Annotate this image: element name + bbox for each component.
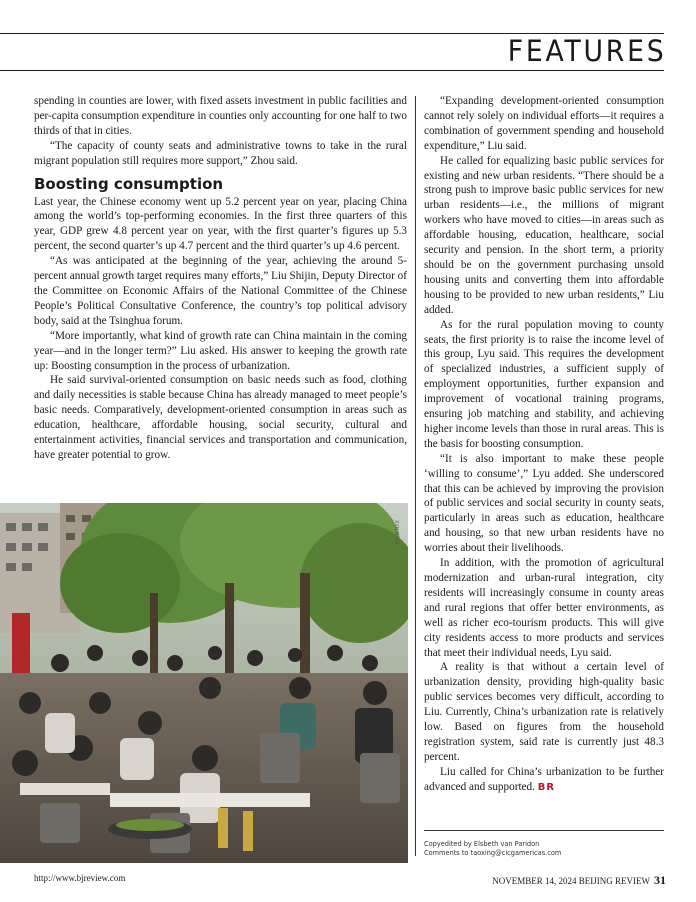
copyedit-note xyxy=(424,840,664,858)
section-label: FEATURES xyxy=(507,34,666,68)
paragraph: In addition, with the promotion of agricultural modernization and urban-rural integration, city residents will increasingly consume in county areas and rural regions that offer better environments, as well as richer eco-tourism products. This will give city residents access to more products and services that meet their individual needs, Lyu said. xyxy=(424,557,664,659)
issue-text: NOVEMBER 14, 2024 BEIJING REVIEW xyxy=(492,876,650,886)
column-divider xyxy=(415,96,416,856)
paragraph: He said survival-oriented consumption on basic needs such as food, clothing and daily necessities is stable because China has already managed to meet people’s basic needs. Comparatively, development-oriented consumption in areas such as education, healthcare, affordable housing, social security, cultural and entertainment activities, financial services and transportation and communication, have greater potential to grow. xyxy=(34,374,407,461)
left-column xyxy=(34,94,407,463)
footer-issue xyxy=(492,873,666,888)
header-rule xyxy=(0,70,664,71)
photo-illustration xyxy=(0,503,408,863)
closing-paragraph xyxy=(424,765,664,796)
paragraph: “Expanding development-oriented consumption cannot rely solely on individual efforts—it requires a combination of government spending and household expenditure,” Liu said. xyxy=(424,95,664,152)
subheading: Boosting consumption xyxy=(34,174,224,193)
paragraph: “As was anticipated at the beginning of the year, achieving the around 5-percent annual growth target requires many efforts,” Liu Shijin, Deputy Director of the Committee on Economic Affairs of the National Committee of the Chinese People’s Political Consultative Conference, the country’s top political advisory body, said at the Tsinghua forum. xyxy=(34,255,407,327)
paragraph: “More importantly, what kind of growth rate can China maintain in the coming year—and in the longer term?” Liu asked. His answer to keeping the growth rate up: Boosting consumption in the process of urbanization. xyxy=(34,329,407,372)
paragraph: A reality is that without a certain level of urbanization density, providing high-quality basic public services becomes very difficult, according to Liu. Currently, China’s urbanization rate is relatively low. Based on figures from the household registration system, said rate is currently just 48.3 percent. xyxy=(424,661,664,763)
photo-credit: XINHUA xyxy=(393,520,399,546)
copyedit-contact: Comments to taoxing@cicgamericas.com xyxy=(424,849,562,857)
paragraph: Last year, the Chinese economy went up 5.2 percent year on year, placing China among the world’s top-performing economies. In the first three quarters of this year, GDP grew 4.8 percent year on year, with the first quarter’s figures up 5.3 percent, the second quarter’s up 4.7 percent and the third quarter’s up 4.6 percent. xyxy=(34,195,407,253)
copyedit-rule xyxy=(424,830,664,831)
street-dining-photo xyxy=(0,503,408,863)
copyedit-editor: Copyedited by Elsbeth van Paridon xyxy=(424,840,540,848)
paragraph-text: Liu called for China’s urbanization to be further advanced and supported. xyxy=(424,765,664,793)
paragraph: He called for equalizing basic public services for existing and new urban residents. “There should be a strong push to improve basic public services for new urban residents—i.e., the millions of migrant workers who have moved to cities—in areas such as affordable housing, education, healthcare, social security and pension. In the short term, a priority should be on the government purchasing unsold housing units and converting them into affordable housing to be provided to new urban residents,” Liu added. xyxy=(424,154,664,316)
right-column xyxy=(424,94,664,796)
paragraph: As for the rural population moving to county seats, the first priority is to raise the income level of this group, Lyu said. This requires the development of specialized industries, a sufficient supply of employment opportunities, further expansion and improvement of vocational training programs, ensuring job matching and stability, and achieving higher income levels than those in rural areas. This is the basis for boosting consumption. xyxy=(424,318,664,450)
paragraph: “The capacity of county seats and administrative towns to take in the rural migrant population still requires more support,” Zhou said. xyxy=(34,139,407,167)
end-mark: BR xyxy=(537,781,556,793)
paragraph: “It is also important to make these people ‘willing to consume’,” Lyu added. She underscored that this can be achieved by improving the provision of public services and social security in county seats, particularly in areas such as education, healthcare and housing, so that new urban residents have no worries about their livelihoods. xyxy=(424,452,664,555)
page-number: 31 xyxy=(654,873,666,887)
footer-url: http://www.bjreview.com xyxy=(34,873,126,883)
paragraph: spending in counties are lower, with fixed assets investment in public facilities and per-capita consumption expenditure in counties only accounting for one half to two thirds of that in cities. xyxy=(34,95,407,137)
